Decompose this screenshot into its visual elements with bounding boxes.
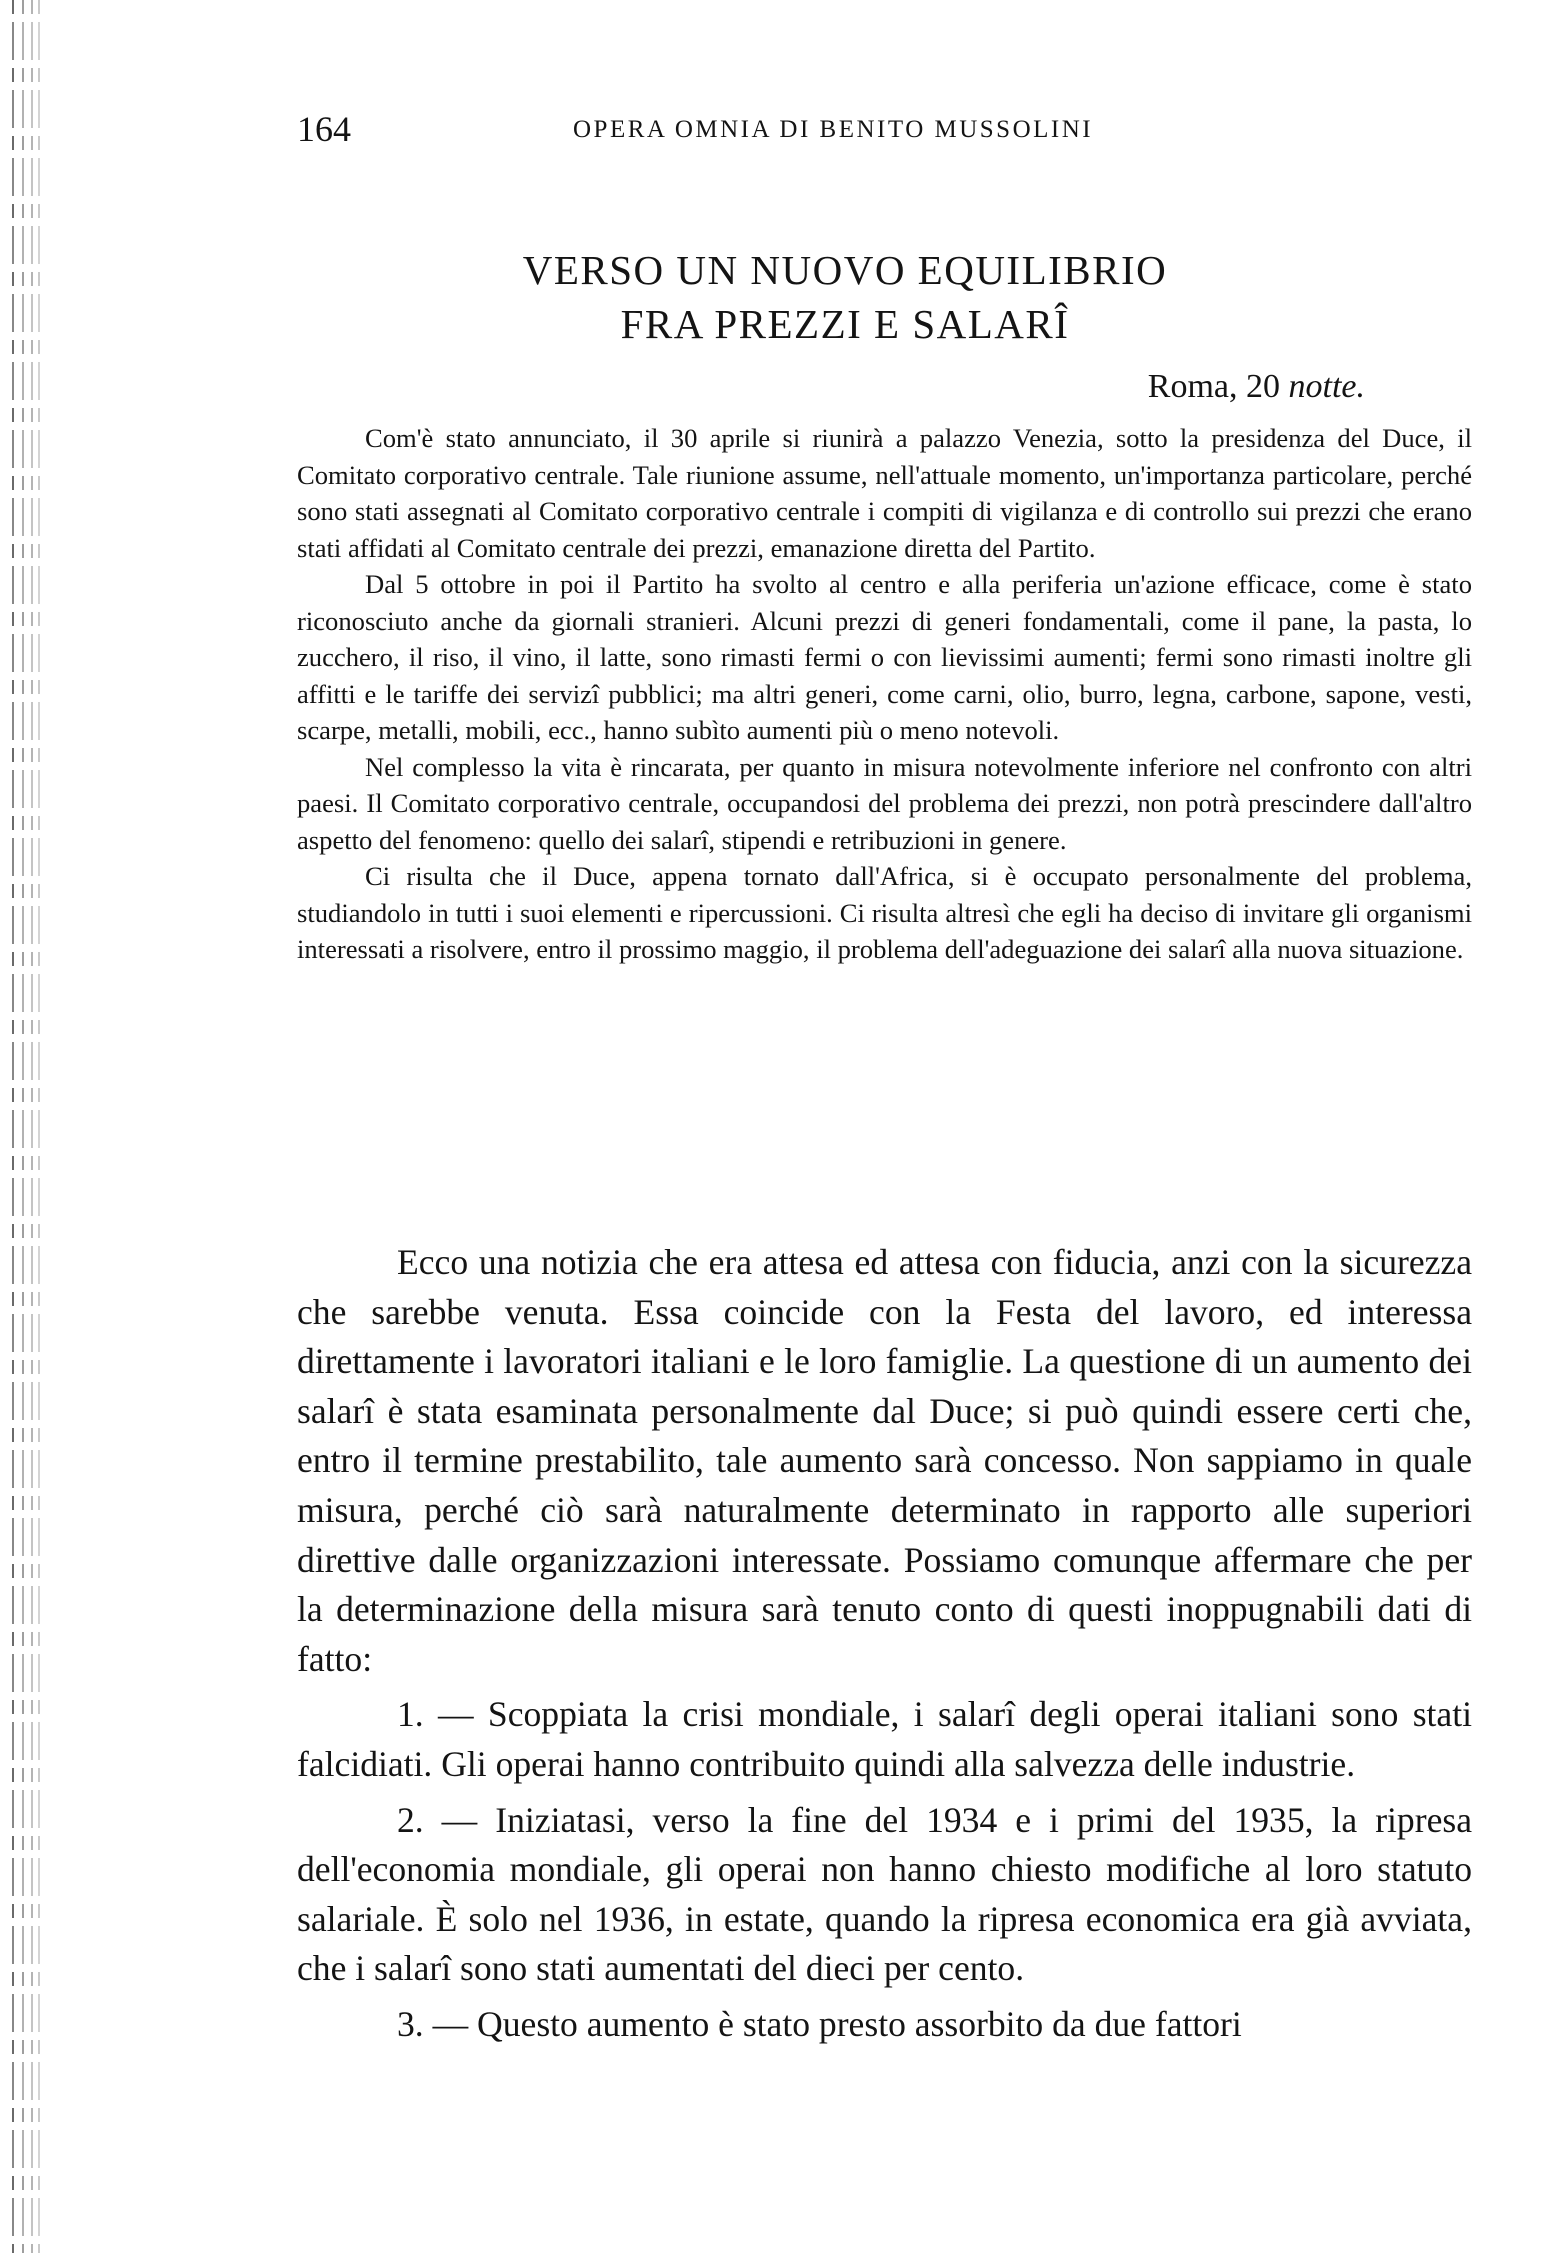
title-line: FRA PREZZI E SALARÎ: [620, 301, 1070, 347]
dateline-time: notte.: [1288, 368, 1365, 405]
dateline-place: Roma, 20: [1147, 368, 1281, 405]
dateline: [1148, 368, 1365, 406]
report-paragraph: Dal 5 ottobre in poi il Partito ha svolto al centro e alla periferia un'azione efficace, come è stato riconosciuto anche da giornali stranieri. Alcuni prezzi di generi fondamentali, come il pane, la pasta, lo zucchero, il riso, il vino, il latte, sono rimasti fermi o con lievissimi aumenti; fermi sono rimasti inoltre gli affitti e le tariffe dei servizî pubblici; ma altri generi, come carni, olio, burro, legna, carbone, sapone, vesti, scarpe, metalli, mobili, ecc., hanno subìto aumenti più o meno notevoli.: [297, 569, 1472, 745]
running-head: OPERA OMNIA DI BENITO MUSSOLINI: [573, 116, 1094, 143]
page-header: [297, 108, 1297, 158]
report-paragraph: Com'è stato annunciato, il 30 aprile si riunirà a palazzo Venezia, sotto la presidenza del Duce, il Comitato corporativo centrale. Tale riunione assume, nell'attuale momento, un'importanza particolare, perché sono stati assegnati al Comitato corporativo centrale i compiti di vigilanza e di controllo sui prezzi che erano stati affidati al Comitato centrale dei prezzi, emanazione diretta del Partito.: [297, 423, 1472, 563]
article-title: [300, 243, 1300, 351]
title-line: VERSO UN NUOVO EQUILIBRIO: [522, 247, 1168, 293]
report-paragraph: Ci risulta che il Duce, appena tornato dall'Africa, si è occupato personalmente del problema, studiandolo in tutti i suoi elementi e ripercussioni. Ci risulta altresì che egli ha deciso di invitare gli organismi interessati a risolvere, entro il prossimo maggio, il problema dell'adeguazione dei salarî alla nuova situazione.: [297, 861, 1472, 964]
commentary-list-item: 3. — Questo aumento è stato presto assorbito da due fattori: [397, 2003, 1242, 2044]
commentary: [297, 1238, 1472, 2050]
commentary-list-item: 2. — Iniziatasi, verso la fine del 1934 e i primi del 1935, la ripresa dell'economia mondiale, gli operai non hanno chiesto modifiche al loro statuto salariale. È solo nel 1936, in estate, quando la ripresa economica era già avviata, che i salarî sono stati aumentati del dieci per cento.: [297, 1799, 1472, 1989]
page-number: 164: [297, 109, 351, 149]
commentary-list-item: 1. — Scoppiata la crisi mondiale, i salarî degli operai italiani sono stati falcidiati. Gli operai hanno contribuito quindi alla salvezza delle industrie.: [297, 1694, 1472, 1784]
commentary-paragraph: Ecco una notizia che era attesa ed attesa con fiducia, anzi con la sicurezza che sarebbe venuta. Essa coincide con la Festa del lavoro, ed interessa direttamente i lavoratori italiani e le loro famiglie. La questione di un aumento dei salarî è stata esaminata personalmente dal Duce; si può quindi essere certi che, entro il termine prestabilito, tale aumento sarà concesso. Non sappiamo in quale misura, perché ciò sarà naturalmente determinato in rapporto alle superiori direttive dalle organizzazioni interessate. Possiamo comunque affermare che per la determinazione della misura sarà tenuto conto di questi inoppugnabili dati di fatto:: [297, 1242, 1472, 1679]
scan-binding-edge: [0, 0, 70, 2253]
news-report: [297, 420, 1472, 968]
report-paragraph: Nel complesso la vita è rincarata, per quanto in misura notevolmente inferiore nel confronto con altri paesi. Il Comitato corporativo centrale, occupandosi del problema dei prezzi, non potrà prescindere dall'altro aspetto del fenomeno: quello dei salarî, stipendi e retribuzioni in genere.: [297, 751, 1472, 855]
